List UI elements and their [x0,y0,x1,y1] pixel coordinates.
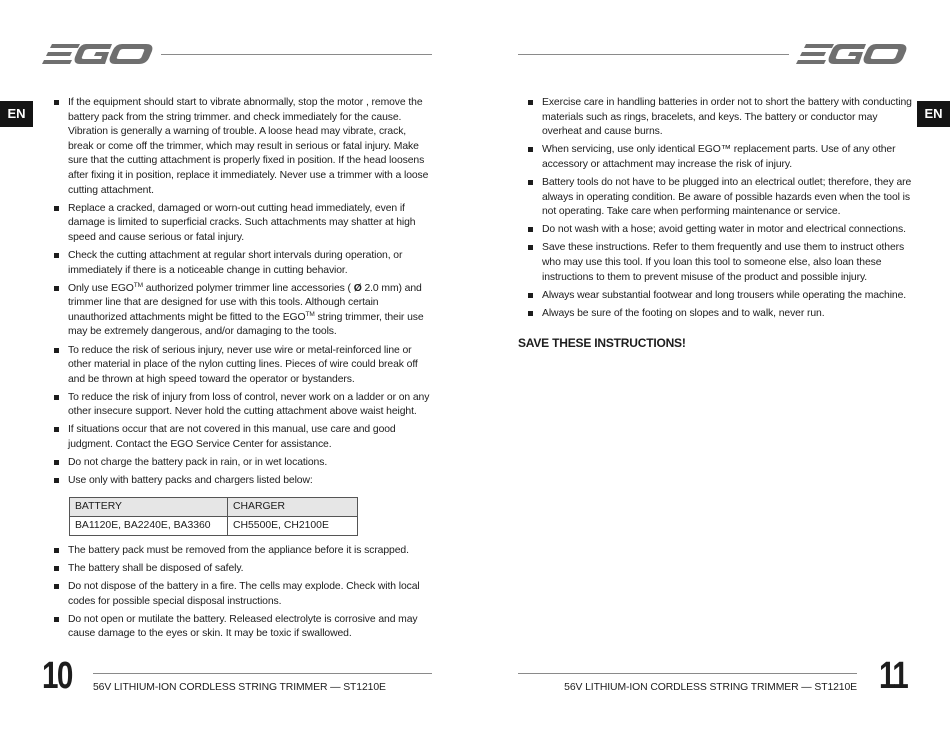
list-item: The battery pack must be removed from the appliance before it is scrapped. [54,544,434,559]
page-number: 10 [42,655,72,697]
list-item: Do not open or mutilate the battery. Released electrolyte is corrosive and may cause damage to the eyes or skin. It may be toxic if swallowed. [54,613,434,642]
bullet-square-icon [54,548,59,553]
bullet-square-icon [54,395,59,400]
bullet-square-icon [54,253,59,258]
table-header-charger: CHARGER [228,498,358,517]
list-item: To reduce the risk of serious injury, never use wire or metal-reinforced line or other material in place of the nylon cutting lines. Pieces of wire could break off and be thrown at high speed toward the operator or bystanders. [54,344,434,388]
list-item: Do not charge the battery pack in rain, or in wet locations. [54,456,434,471]
list-item: To reduce the risk of injury from loss of control, never work on a ladder or on any other insecure support. Never hold the cutting attachment above waist height. [54,391,434,420]
list-item: The battery shall be disposed of safely. [54,562,434,577]
list-item: If the equipment should start to vibrate abnormally, stop the motor , remove the battery pack from the string trimmer. and check immediately for the cause. Vibration is generally a warning of trouble. A loose head may vibrate, crack, break or come off the trimmer, which may result in serious or fatal injury. Make sure that the cutting attachment is properly fixed in position. If the head loosens after fixing it in position, replace it immediately. Never use a trimmer with a loose cutting attachment. [54,96,434,198]
bullet-square-icon [54,286,59,291]
header-rule [518,54,789,55]
page-number: 11 [879,655,908,697]
ego-logo [796,38,908,70]
list-item: Replace a cracked, damaged or worn-out cutting head immediately, even if damage is limited to superficial cracks. Such attachments may shatter at high speed and cause serious or fatal injury. [54,202,434,246]
list-item: Do not wash with a hose; avoid getting water in motor and electrical connections. [528,223,914,238]
bullet-square-icon [528,311,533,316]
list-item: If situations occur that are not covered in this manual, use care and good judgment. Contact the EGO Service Center for assistance. [54,423,434,452]
list-item: Always wear substantial footwear and long trousers while operating the machine. [528,289,914,304]
list-item: Use only with battery packs and chargers listed below: [54,474,434,489]
bullet-square-icon [54,584,59,589]
footer-rule [518,673,857,674]
table-row [70,517,358,536]
footer-text: 56V LITHIUM-ION CORDLESS STRING TRIMMER — ST1210E [564,682,857,693]
battery-charger-table [69,497,358,536]
bullet-square-icon [528,227,533,232]
safety-list-right [528,96,914,325]
footer-text: 56V LITHIUM-ION CORDLESS STRING TRIMMER — ST1210E [93,682,386,693]
bullet-square-icon [528,293,533,298]
bullet-square-icon [54,617,59,622]
bullet-square-icon [528,100,533,105]
safety-list-bottom [54,544,434,646]
ego-logo [42,38,154,70]
list-item: Battery tools do not have to be plugged into an electrical outlet; therefore, they are always in operating condition. Be aware of possible hazards even when the tool is not operating. Take care when performing maintenance or service. [528,176,914,220]
header-rule [161,54,432,55]
list-item: Always be sure of the footing on slopes and to walk, never run. [528,307,914,322]
list-item: Save these instructions. Refer to them frequently and use them to instruct others who may use this tool. If you loan this tool to someone else, also loan these instructions to them to prevent misuse of the product and possible injury. [528,241,914,285]
save-instructions-heading: SAVE THESE INSTRUCTIONS! [518,336,686,350]
bullet-square-icon [54,566,59,571]
safety-list-top [54,96,434,492]
table-cell-charger: CH5500E, CH2100E [228,517,358,536]
list-item-ego-accessories: Only use EGO™ authorized polymer trimmer line accessories ( Ø 2.0 mm) and trimmer line that are designed for use with this tools. Although certain unauthorized attachments might be fitted to the EGO™ string trimmer, their use may be extremely dangerous, and/or damaging to the tools. [54,282,434,340]
table-header-battery: BATTERY [70,498,228,517]
list-item: Do not dispose of the battery in a fire. The cells may explode. Check with local codes for possible special disposal instructions. [54,580,434,609]
bullet-square-icon [528,180,533,185]
list-item: Exercise care in handling batteries in order not to short the battery with conducting materials such as rings, bracelets, and keys. The battery or conductor may overheat and cause burns. [528,96,914,140]
right-page [475,0,950,734]
bullet-square-icon [54,478,59,483]
table-cell-battery: BA1120E, BA2240E, BA3360 [70,517,228,536]
language-tab: EN [917,101,950,127]
bullet-square-icon [528,147,533,152]
diameter-symbol: Ø [353,282,362,294]
list-item: When servicing, use only identical EGO™ replacement parts. Use of any other accessory or attachment may increase the risk of injury. [528,143,914,172]
footer-rule [93,673,432,674]
bullet-square-icon [54,460,59,465]
bullet-square-icon [54,348,59,353]
list-item: Check the cutting attachment at regular short intervals during operation, or immediately if there is a noticeable change in cutting behavior. [54,249,434,278]
bullet-square-icon [54,100,59,105]
bullet-square-icon [528,245,533,250]
table-header-row [70,498,358,517]
language-tab: EN [0,101,33,127]
bullet-square-icon [54,427,59,432]
bullet-square-icon [54,206,59,211]
